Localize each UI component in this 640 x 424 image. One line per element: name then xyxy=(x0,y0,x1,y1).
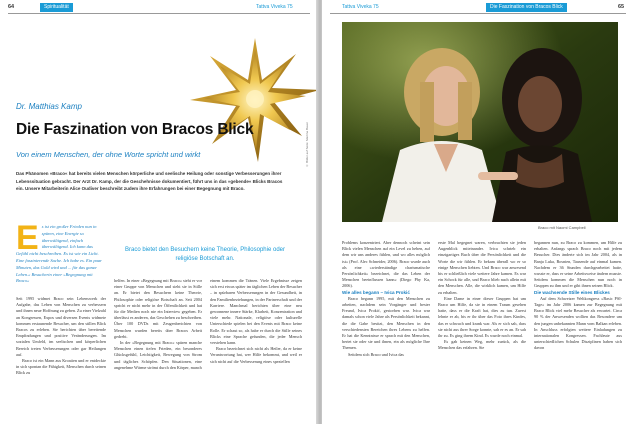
paragraph: Braco ist ein Mann aus Kroatien und er entdeckte in sich spontan die Fähigkeit, Menschen durch seinen Blick zu xyxy=(16,358,106,376)
left-column-2 xyxy=(114,278,202,371)
braco-campbell-photo xyxy=(342,22,618,222)
article-author: Dr. Matthias Kamp xyxy=(16,102,82,111)
paragraph: Eine Dame in einer dieser Gruppen bat um Braco um Hilfe, da sie in einem Traum gesehen hatte, dass er die Kraft hat, dies zu tun. Zuerst lehnte er ab, bis er ihr über das Foto ihres Kindes, das er schwach und krank war. Als er sich sah, dass sie nicht aus ihrer Sorge konnte, sah er es an. Er sah ihr zu. Es ging ihrem Kind. Es wurde noch einmal. xyxy=(438,295,526,339)
right-column-2 xyxy=(438,240,526,352)
left-column-3 xyxy=(210,278,302,365)
left-page xyxy=(0,0,318,424)
right-section-label: Die Faszination von Bracos Blick xyxy=(486,3,567,12)
article-subtitle: Von einem Menschen, der ohne Worte spricht und wirkt xyxy=(16,150,201,159)
paragraph: einem kommen die Tränen. Viele Ergebnisse zeigen sich erst etwas später im täglichen Leben der Besucher – in spürbaren Verbesserungen in der Gesundheit, in den Familienbeziehungen, in der Partnerschaft und der Karriere. Manchmal berichten über eine neu gewonnene innere Stärke, Klarheit, Konzentration und viele mehr. Nationale, religiöse oder kulturelle Unterschiede spielen bei den Events mit Braco keine Rolle. Er schaut so, als habe er durch die Stille seines Blicks eine Sprache gefunden, die jeder Mensch verstehen kann. xyxy=(210,278,302,346)
left-magazine-name: Tattva Viveka 75 xyxy=(256,4,293,10)
right-column-1 xyxy=(342,240,430,358)
pull-quote: Braco bietet den Besuchern keine Theorie, Philosophie oder religiöse Botschaft an. xyxy=(125,247,285,262)
intro-quote-text: s ist ein großer Frieden nun in spüren, eine Energie so überwältigend, einfach überwältigend. Ich kann das Gefühl nicht beschreiben. Es ist wie ein Licht. Eine faszinierende Sache. Ich habe es. Ein paar Minuten, das Gold wird und ... für das ganze Leben.« Besucherin einer »Begegnung mit Braco« xyxy=(16,224,102,284)
paragraph: Braco bezeichnet sich nicht als Heiler, da er keine Verantwortung hat, wer Hilfe bekommt, und weil er sich nicht auf die Verbesserung eines speziellen xyxy=(210,346,302,364)
paragraph: Seitdem sich Braco und Ivica das xyxy=(348,351,404,357)
intro-quote xyxy=(16,219,106,285)
photo-credit: © Bilder auf Seite: Martina Bauer xyxy=(305,122,309,168)
paragraph: In der »Begegnung mit Braco« spüren manche Menschen einen tiefen Frieden, ein besonderes Glücksgefühl, Leichtigkeit, Bewegung von Strom und tägliches Schöpfen. Den Situationen, eine angenehme Wärme strömt durch den Körper, manch xyxy=(114,340,202,370)
left-header-rule xyxy=(8,13,310,14)
right-page-header xyxy=(322,3,640,15)
left-page-number: 64 xyxy=(8,4,15,10)
paragraph: helfen. In einer »Begegnung mit Braco« steht er vor einer Gruppe von Menschen und sieht sie in Stille an. Er bietet den Besuchern keine Theorie, Philosophie oder religiöse Botschaft an. Seit 2004 spricht er nicht mehr in der Öffentlichkeit und hat für die Medien noch nie ein Interview gegeben. Er überlässt es anderen, das Geschehen zu beschreiben. Über 100 DVDs mit Zeugenberichten von Menschen wurden bereits über Bracos Arbeit gedreht. xyxy=(114,278,202,339)
paragraph: begannen nun, zu Braco zu kommen, um Hilfe zu erhalten. Anfangs sprach Braco noch mit jedem Besucher. Dies änderte sich im Jahr 2004, als in Banja Luka, Bosnien, Tausende auf einmal kamen. Nachdem er 36 Stunden durchgearbeitet hatte, wusste er, dass er seine Arbeitsweise ändern musste. Seitdem kommen die Menschen nun noch in Gruppen zu ihm und er gibt ihnen seinen Blick. xyxy=(534,240,622,289)
left-section-label: Spiritualität xyxy=(40,3,73,12)
left-column-1 xyxy=(16,296,106,377)
photo-caption: Braco mit Naomi Campbell xyxy=(538,225,586,230)
paragraph: erste Mal begegnet waren, verbrachten sie jeden Augenblick miteinander. Ivica schrieb ein einzigartiges Buch über die Persönlichkeit und die Worte die wir fühlen. Er bekam überall wo er so einige Menschen liebten. Und Braco war anwesend bis er schließlich viele weitere Jahre kamen. Es war ein Schock für alle, und Braco blieb nach allein mit den Menschen. Alle, die wirklich kamen, um Hilfe zu erhalten. xyxy=(438,240,526,295)
right-page-number: 65 xyxy=(618,4,625,10)
right-magazine-name: Tattva Viveka 75 xyxy=(342,4,379,10)
right-header-rule xyxy=(330,13,626,14)
paragraph: Es gab keinen Weg, mehr zurück, als die Menschen das erfahren. Sie xyxy=(438,339,526,351)
article-title: Die Faszination von Bracos Blick xyxy=(16,121,254,138)
paragraph: Seit 1995 widmet Braco sein Lebenswerk der Aufgabe, das Leben von Menschen zu verbessern und ihnen neue Hoffnung zu geben. Zu einer Vielzahl an Kongressen, Expos und diversen Events widmete kommen erstaunende Besucher, um den stillen Blick Bracos zu erleben. Sie berichten über bereitende Empfindungen und positive Veränderungen. Im sozialen Umfeld, im seelischen und körperlichen Bereich treten Verbesserungen oder gar Heilungen auf. xyxy=(16,296,106,357)
paragraph: Problems konzentriert. Aber dennoch scheint sein Blick vielen Menschen auf ein Level zu heben, auf dem wir uns anderes fühlen, und wo alles möglich ist« (Prof. Alec Schneider, 2006). Braco wurde auch als eine »wiederständige charismatische Persönlichkeit« bezeichnet, die das Leben der Menschen beeinflussen kann« (Diego Phy Ka, 2006). xyxy=(342,240,430,289)
subhead-ivica: Wie alles begann – Ivica Prokić xyxy=(342,289,410,295)
golden-star-image xyxy=(186,36,318,164)
right-column-3 xyxy=(534,240,622,352)
right-page xyxy=(322,0,640,424)
paragraph: Auf dem Schweizer Weltkongress »Basic PSI-Tage« im Jahr 2006 kamen zur Begegnung mit Braco Blick viel mehr Besucher als erwartet. Circa 90 % der Anwesenden wollten das Besondere um den jungen unbekannten Mann vom Balkan erleben. In Anschluss erfolgten weitere Einladungen zu internationalen Kongressen. Fachleute aus unterschiedlichen Schulen Disziplinen haben sich davon xyxy=(534,295,622,351)
drop-cap: E xyxy=(16,219,39,257)
paragraph: Braco begann 1995, mit den Menschen zu arbeiten, nachdem sein Vorgänger und bester Freund, Ivica Prokić, gestorben war. Ivica war damals schon viele Jahre als Persönlichkeit bekannt, die die Gabe besitzt, den Menschen in den verschiedensten Bereichen ihres Lebens zu helfen. Er hat die Kenntnisse er sprach mit den Menschen, beriet sie oder sie und ihnen, ein als mögliche Ihre Themen. xyxy=(342,295,430,351)
subhead-stille: Die wachsende Stille eines Blickes xyxy=(534,289,610,295)
left-page-header xyxy=(0,3,318,15)
article-lead: Das Phänomen »Braco« hat bereits vielen Menschen körperliche und seelische Heilung oder sonstige Verbesserungen ihrer Lebenssituation gebracht. Der Arzt Dr. Kamp, der die Geschehnisse dokumentiert, führt uns in das »gebende« Blicks Bracos ein. Unsere Mitarbeiterin Alice Oudiver beschreibt zudem ihre Erfahrungen bei einer Begegnung mit Braco. xyxy=(16,171,283,192)
